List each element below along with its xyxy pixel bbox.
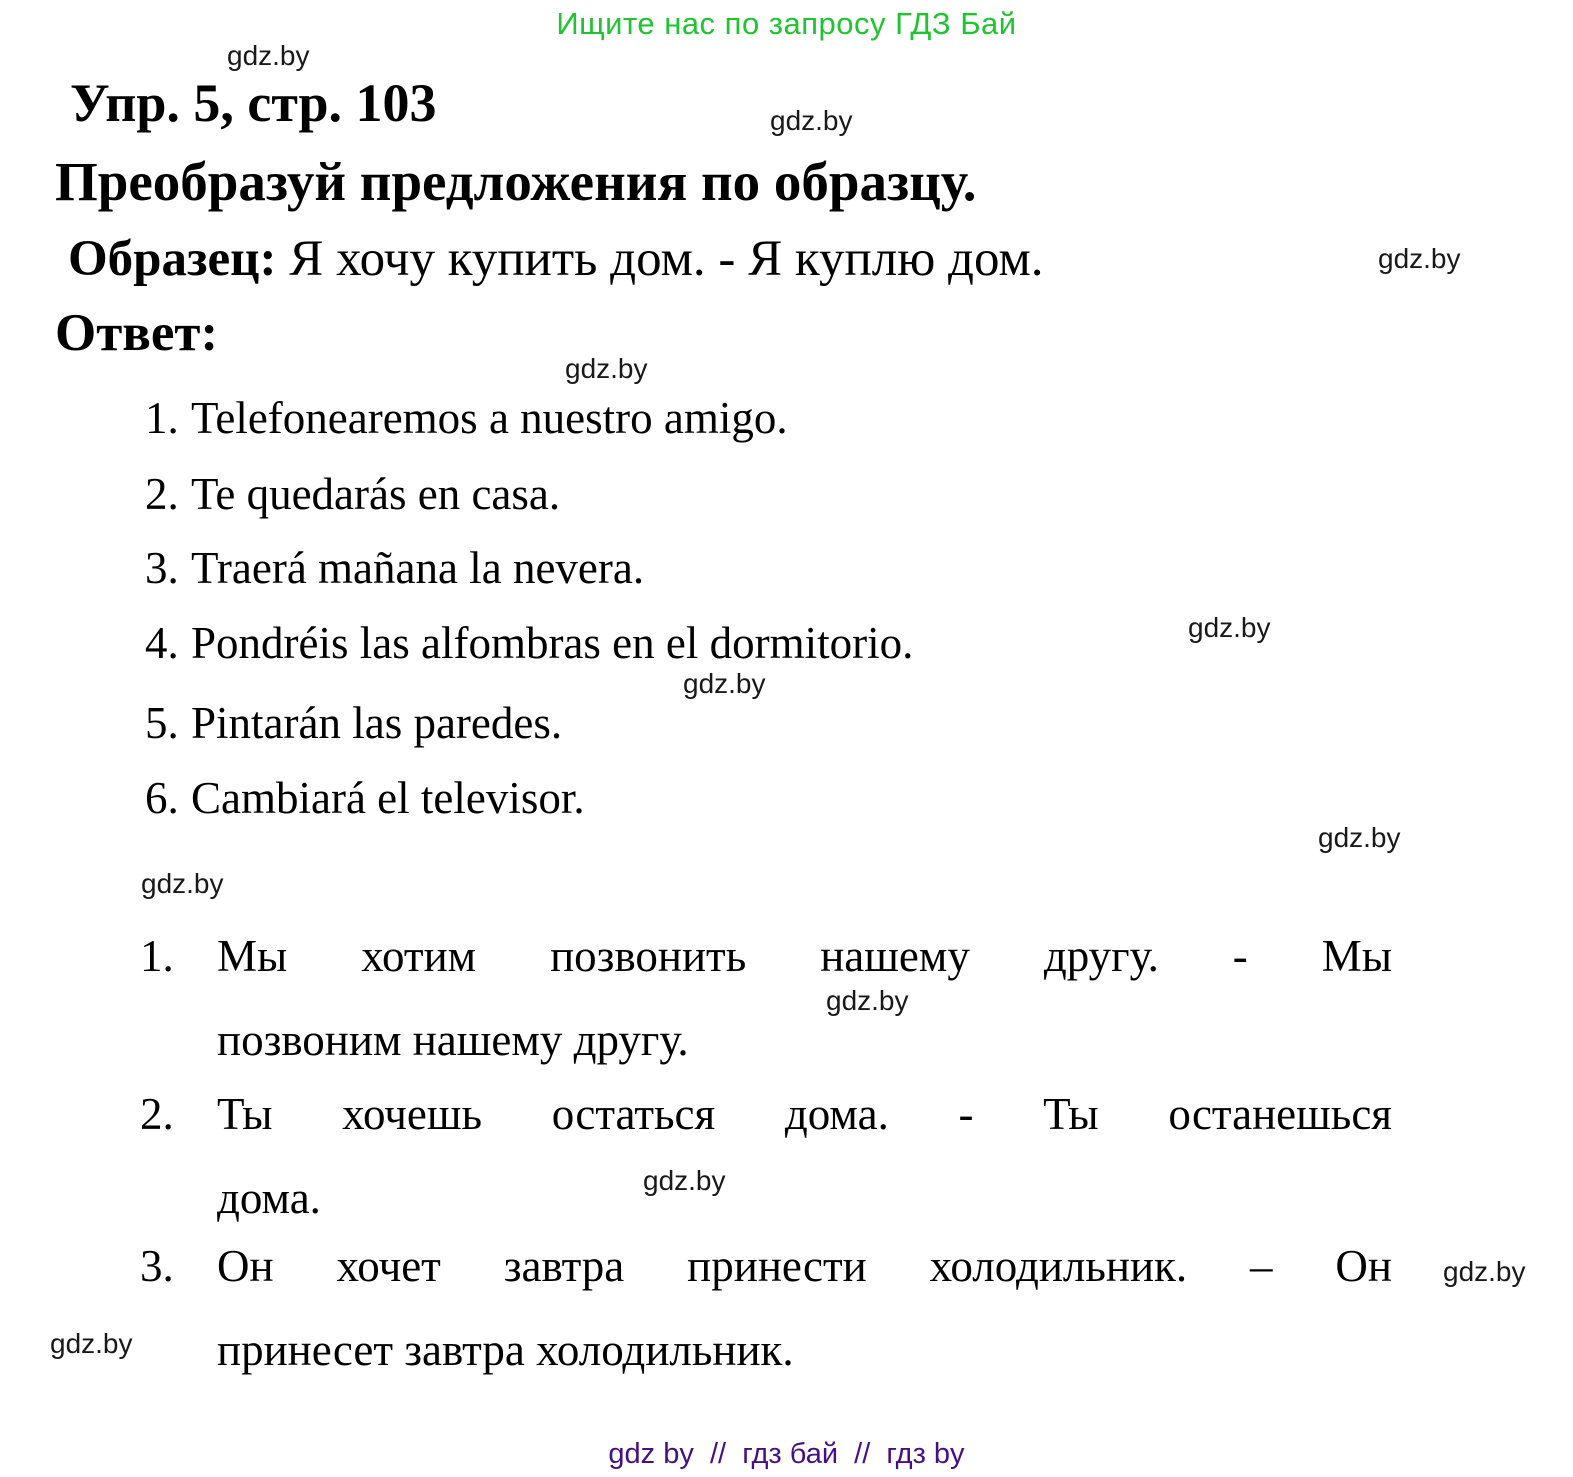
top-banner: Ищите нас по запросу ГДЗ Бай bbox=[556, 6, 1017, 41]
exercise-title: Упр. 5, стр. 103 bbox=[70, 73, 437, 133]
item-text-line1: Мы хотим позвонить нашему другу. - Мы bbox=[217, 931, 1392, 981]
item-text-line2: принесет завтра холодильник. bbox=[217, 1325, 794, 1375]
item-text-line1: Он хочет завтра принести холодильник. – Он bbox=[217, 1241, 1392, 1291]
item-number: 3. bbox=[145, 543, 179, 593]
item-number: 6. bbox=[145, 773, 179, 823]
item-text: Traerá mañana la nevera. bbox=[191, 543, 645, 593]
footer-watermark-line: gdz by // гдз бай // гдз by bbox=[608, 1438, 965, 1470]
item-number: 2. bbox=[145, 469, 179, 519]
answer-label: Ответ: bbox=[55, 304, 219, 362]
item-number: 4. bbox=[145, 618, 179, 668]
list-item bbox=[145, 617, 913, 669]
item-text: Pondréis las alfombras en el dormitorio. bbox=[191, 618, 914, 668]
gdz-watermark: gdz.by bbox=[826, 985, 909, 1016]
list-item bbox=[140, 1240, 1392, 1376]
sample-line bbox=[68, 230, 1044, 288]
item-text: Pintarán las paredes. bbox=[191, 698, 563, 748]
item-text-line1: Ты хочешь остаться дома. - Ты останешься bbox=[217, 1089, 1392, 1139]
list-item bbox=[145, 697, 562, 749]
gdz-watermark: gdz.by bbox=[1188, 612, 1271, 643]
item-number: 5. bbox=[145, 698, 179, 748]
item-text-line2: дома. bbox=[217, 1173, 321, 1223]
gdz-watermark: gdz.by bbox=[770, 105, 853, 136]
item-number: 1. bbox=[140, 931, 174, 981]
gdz-watermark: gdz.by bbox=[1378, 243, 1461, 274]
gdz-watermark: gdz.by bbox=[1318, 822, 1401, 853]
task-heading: Преобразуй предложения по образцу. bbox=[55, 151, 977, 212]
list-item bbox=[145, 542, 644, 594]
list-item bbox=[145, 772, 585, 824]
list-item bbox=[140, 930, 1392, 1066]
gdz-watermark: gdz.by bbox=[683, 668, 766, 699]
gdz-watermark: gdz.by bbox=[227, 40, 310, 71]
gdz-watermark: gdz.by bbox=[50, 1328, 133, 1359]
gdz-watermark: gdz.by bbox=[1443, 1256, 1526, 1287]
list-item bbox=[145, 392, 788, 444]
list-item bbox=[140, 1088, 1392, 1224]
gdz-watermark: gdz.by bbox=[565, 353, 648, 384]
item-text: Cambiará el televisor. bbox=[191, 773, 585, 823]
item-text: Telefonearemos a nuestro amigo. bbox=[191, 393, 788, 443]
gdz-watermark: gdz.by bbox=[643, 1165, 726, 1196]
sample-label: Образец: bbox=[68, 231, 277, 287]
item-text: Te quedarás en casa. bbox=[191, 469, 561, 519]
item-number: 2. bbox=[140, 1089, 174, 1139]
sample-text: Я хочу купить дом. - Я куплю дом. bbox=[289, 231, 1044, 287]
list-item bbox=[145, 468, 560, 520]
item-number: 3. bbox=[140, 1241, 174, 1291]
item-text-line2: позвоним нашему другу. bbox=[217, 1015, 689, 1065]
gdz-watermark: gdz.by bbox=[141, 868, 224, 899]
item-number: 1. bbox=[145, 393, 179, 443]
